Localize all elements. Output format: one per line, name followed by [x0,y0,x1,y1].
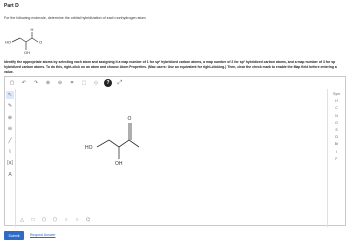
benzene-icon[interactable]: ⌬ [85,217,91,223]
erase-icon[interactable]: ✎ [7,103,13,110]
heptagon-icon[interactable]: ○ [64,217,68,223]
triangle-icon[interactable]: △ [20,217,24,223]
expand-icon[interactable]: ⤢ [117,79,123,86]
select-icon[interactable]: ↖ [7,92,13,98]
editor-canvas-molecule[interactable] [85,107,165,177]
chain-icon[interactable]: ⌇ [8,148,12,155]
question-text: For the following molecule, determine the orbital hybridization of each nonhydrogen atom. [4,16,147,20]
right-toolbar [327,89,345,227]
request-answer-link[interactable]: Request Answer [30,233,56,237]
new-icon[interactable]: ▢ [9,80,15,86]
charge-plus-icon[interactable]: ⊕ [7,114,13,121]
redo-icon[interactable]: ↷ [33,80,39,86]
element-i[interactable]: I [336,149,337,154]
canvas-ho-label: HO [85,145,93,151]
bottom-toolbar [19,217,91,223]
element-h[interactable]: H [335,99,338,104]
submit-button[interactable]: Submit [4,231,24,240]
part-title: Part D [4,3,19,9]
element-s[interactable]: S [335,127,338,132]
3d-icon[interactable]: ◇ [94,80,98,86]
ring-icon[interactable]: [a] [7,160,13,167]
h-label: H [30,27,34,32]
left-toolbar [5,89,16,227]
clean-icon[interactable]: ⌗ [70,80,74,86]
octagon-icon[interactable]: ○ [75,217,79,223]
bond-icon[interactable]: ╱ [8,137,12,144]
element-f[interactable]: F [335,156,338,161]
element-br[interactable]: Br [334,142,339,147]
2d-icon[interactable]: ⬚ [81,80,87,86]
oh-label: OH [24,50,30,55]
square-icon[interactable]: □ [31,217,35,223]
element-n[interactable]: N [335,113,338,118]
o-label: O [39,39,43,45]
canvas-oh-label: OH [115,161,123,167]
element-cl[interactable]: Cl [334,135,339,140]
undo-icon[interactable]: ↶ [21,80,27,86]
pentagon-icon[interactable]: ⬠ [41,217,47,223]
top-toolbar [5,77,345,89]
element-o[interactable]: O [335,120,338,125]
text-icon[interactable]: A [8,171,12,178]
element-sym[interactable]: Sym [333,92,340,96]
ho-label: HO [5,39,11,45]
zoom-in-icon[interactable]: ⊕ [45,80,51,86]
charge-minus-icon[interactable]: ⊖ [7,126,13,133]
help-icon[interactable]: ? [104,79,112,87]
zoom-out-icon[interactable]: ⊖ [57,80,63,86]
instructions-text: Identify the appropriate atoms by selecting each atom and assigning it a map number of 1 for sp³ hybridized carbon atoms, a map number of 2 for sp² hybridized carbon atoms, and a map number of 3 for sp hybridized carbon atoms. To do this, right-click on an atom and choose Atom Properties. (Mac users: Use an equivalent for right-clicking.) Then, clear the check mark to enable the Map field before entering a value. [4,60,337,74]
element-c[interactable]: C [335,106,338,111]
canvas-o-label: O [127,116,132,122]
molecule-editor[interactable] [4,76,346,226]
small-molecule-structure [4,24,64,58]
hexagon-icon[interactable]: ⬡ [52,217,58,223]
